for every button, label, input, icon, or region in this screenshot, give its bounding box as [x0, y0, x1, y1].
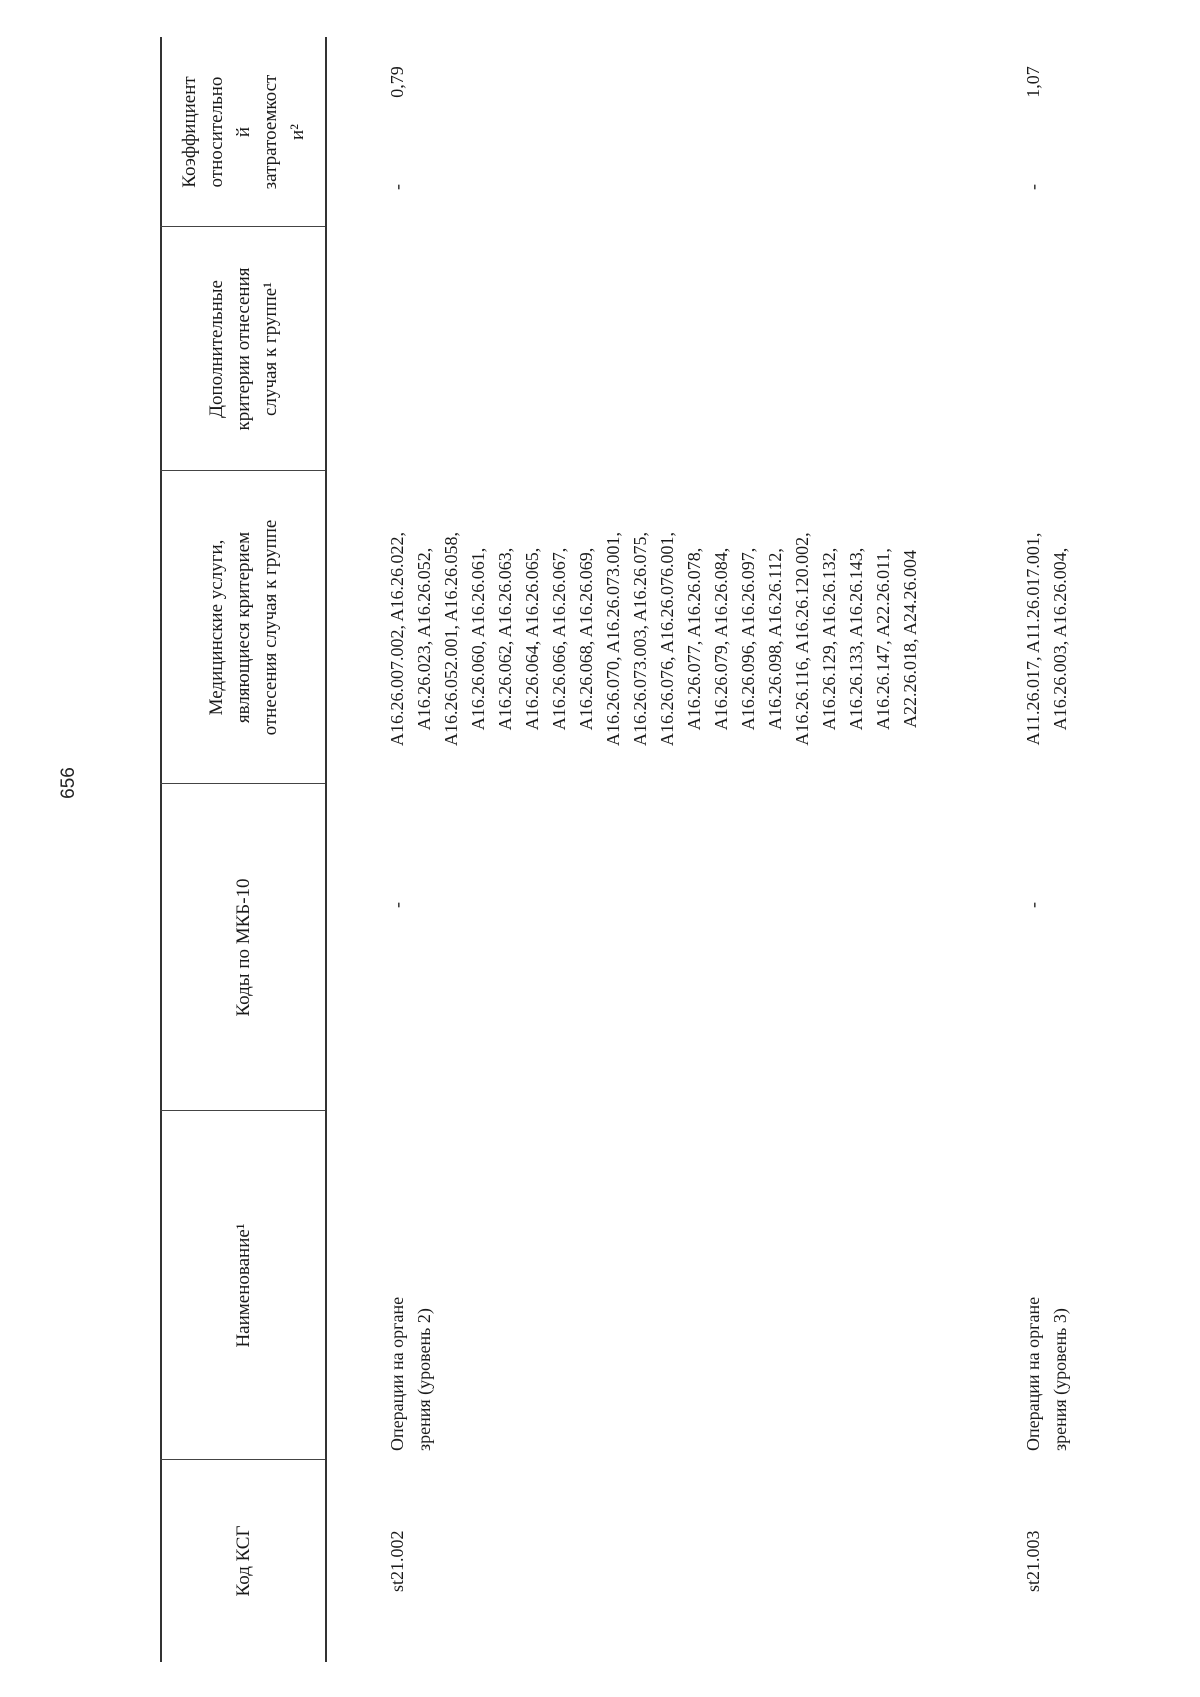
ksg-code: st21.003: [1023, 1530, 1043, 1592]
coefficient-value: 0,79: [387, 66, 407, 98]
coefficient-value: 1,07: [1023, 66, 1043, 98]
page-number: 656: [58, 767, 79, 799]
header-mkb: Коды по МКБ-10: [232, 878, 254, 1017]
group-name: Операции на органе зрения (уровень 2): [387, 1296, 434, 1451]
header-services: Медицинские услуги, являющиеся критерием отнесения случая к группе: [205, 519, 281, 736]
mkb-codes: -: [1023, 902, 1043, 908]
table-header-rule: [325, 37, 327, 1662]
header-code: Код КСГ: [232, 1525, 254, 1597]
medical-services: A16.26.007.002, A16.26.022, A16.26.023, A16.26.052, A16.26.052.001, A16.26.058, A16.26.060, A16.26.061, A16.26.062, A16.26.063, A16.26.064, A16.26.065, A16.26.066, A16.26.067, A16.26.068, A16.26.069, A16.26.070, A16.26.073.001, A16.26.073.003, A16.26.075, A16.26.076, A16.26.076.001, A16.26.077, A16.26.078, A16.26.079, A16.26.084, A16.26.096, A16.26.097, A16.26.098, A16.26.112, A16.26.116, A16.26.120.002, A16.26.129, A16.26.132, A16.26.133, A16.26.143, A16.26.147, A22.26.011, A22.26.018, A24.26.004: [387, 532, 920, 747]
header-additional: Дополнительные критерии отнесения случая к группе¹: [205, 267, 281, 431]
mkb-codes: -: [387, 902, 407, 908]
ksg-code: st21.002: [387, 1530, 407, 1592]
additional-criteria: -: [1023, 184, 1043, 190]
medical-services: A11.26.017, A11.26.017.001, A16.26.003, A16.26.004,: [1023, 532, 1070, 746]
header-coefficient: Коэффициент относительно й затратоемкост и²: [178, 74, 308, 190]
additional-criteria: -: [387, 184, 407, 190]
header-name: Наименование¹: [232, 1223, 254, 1348]
group-name: Операции на органе зрения (уровень 3): [1023, 1296, 1070, 1451]
